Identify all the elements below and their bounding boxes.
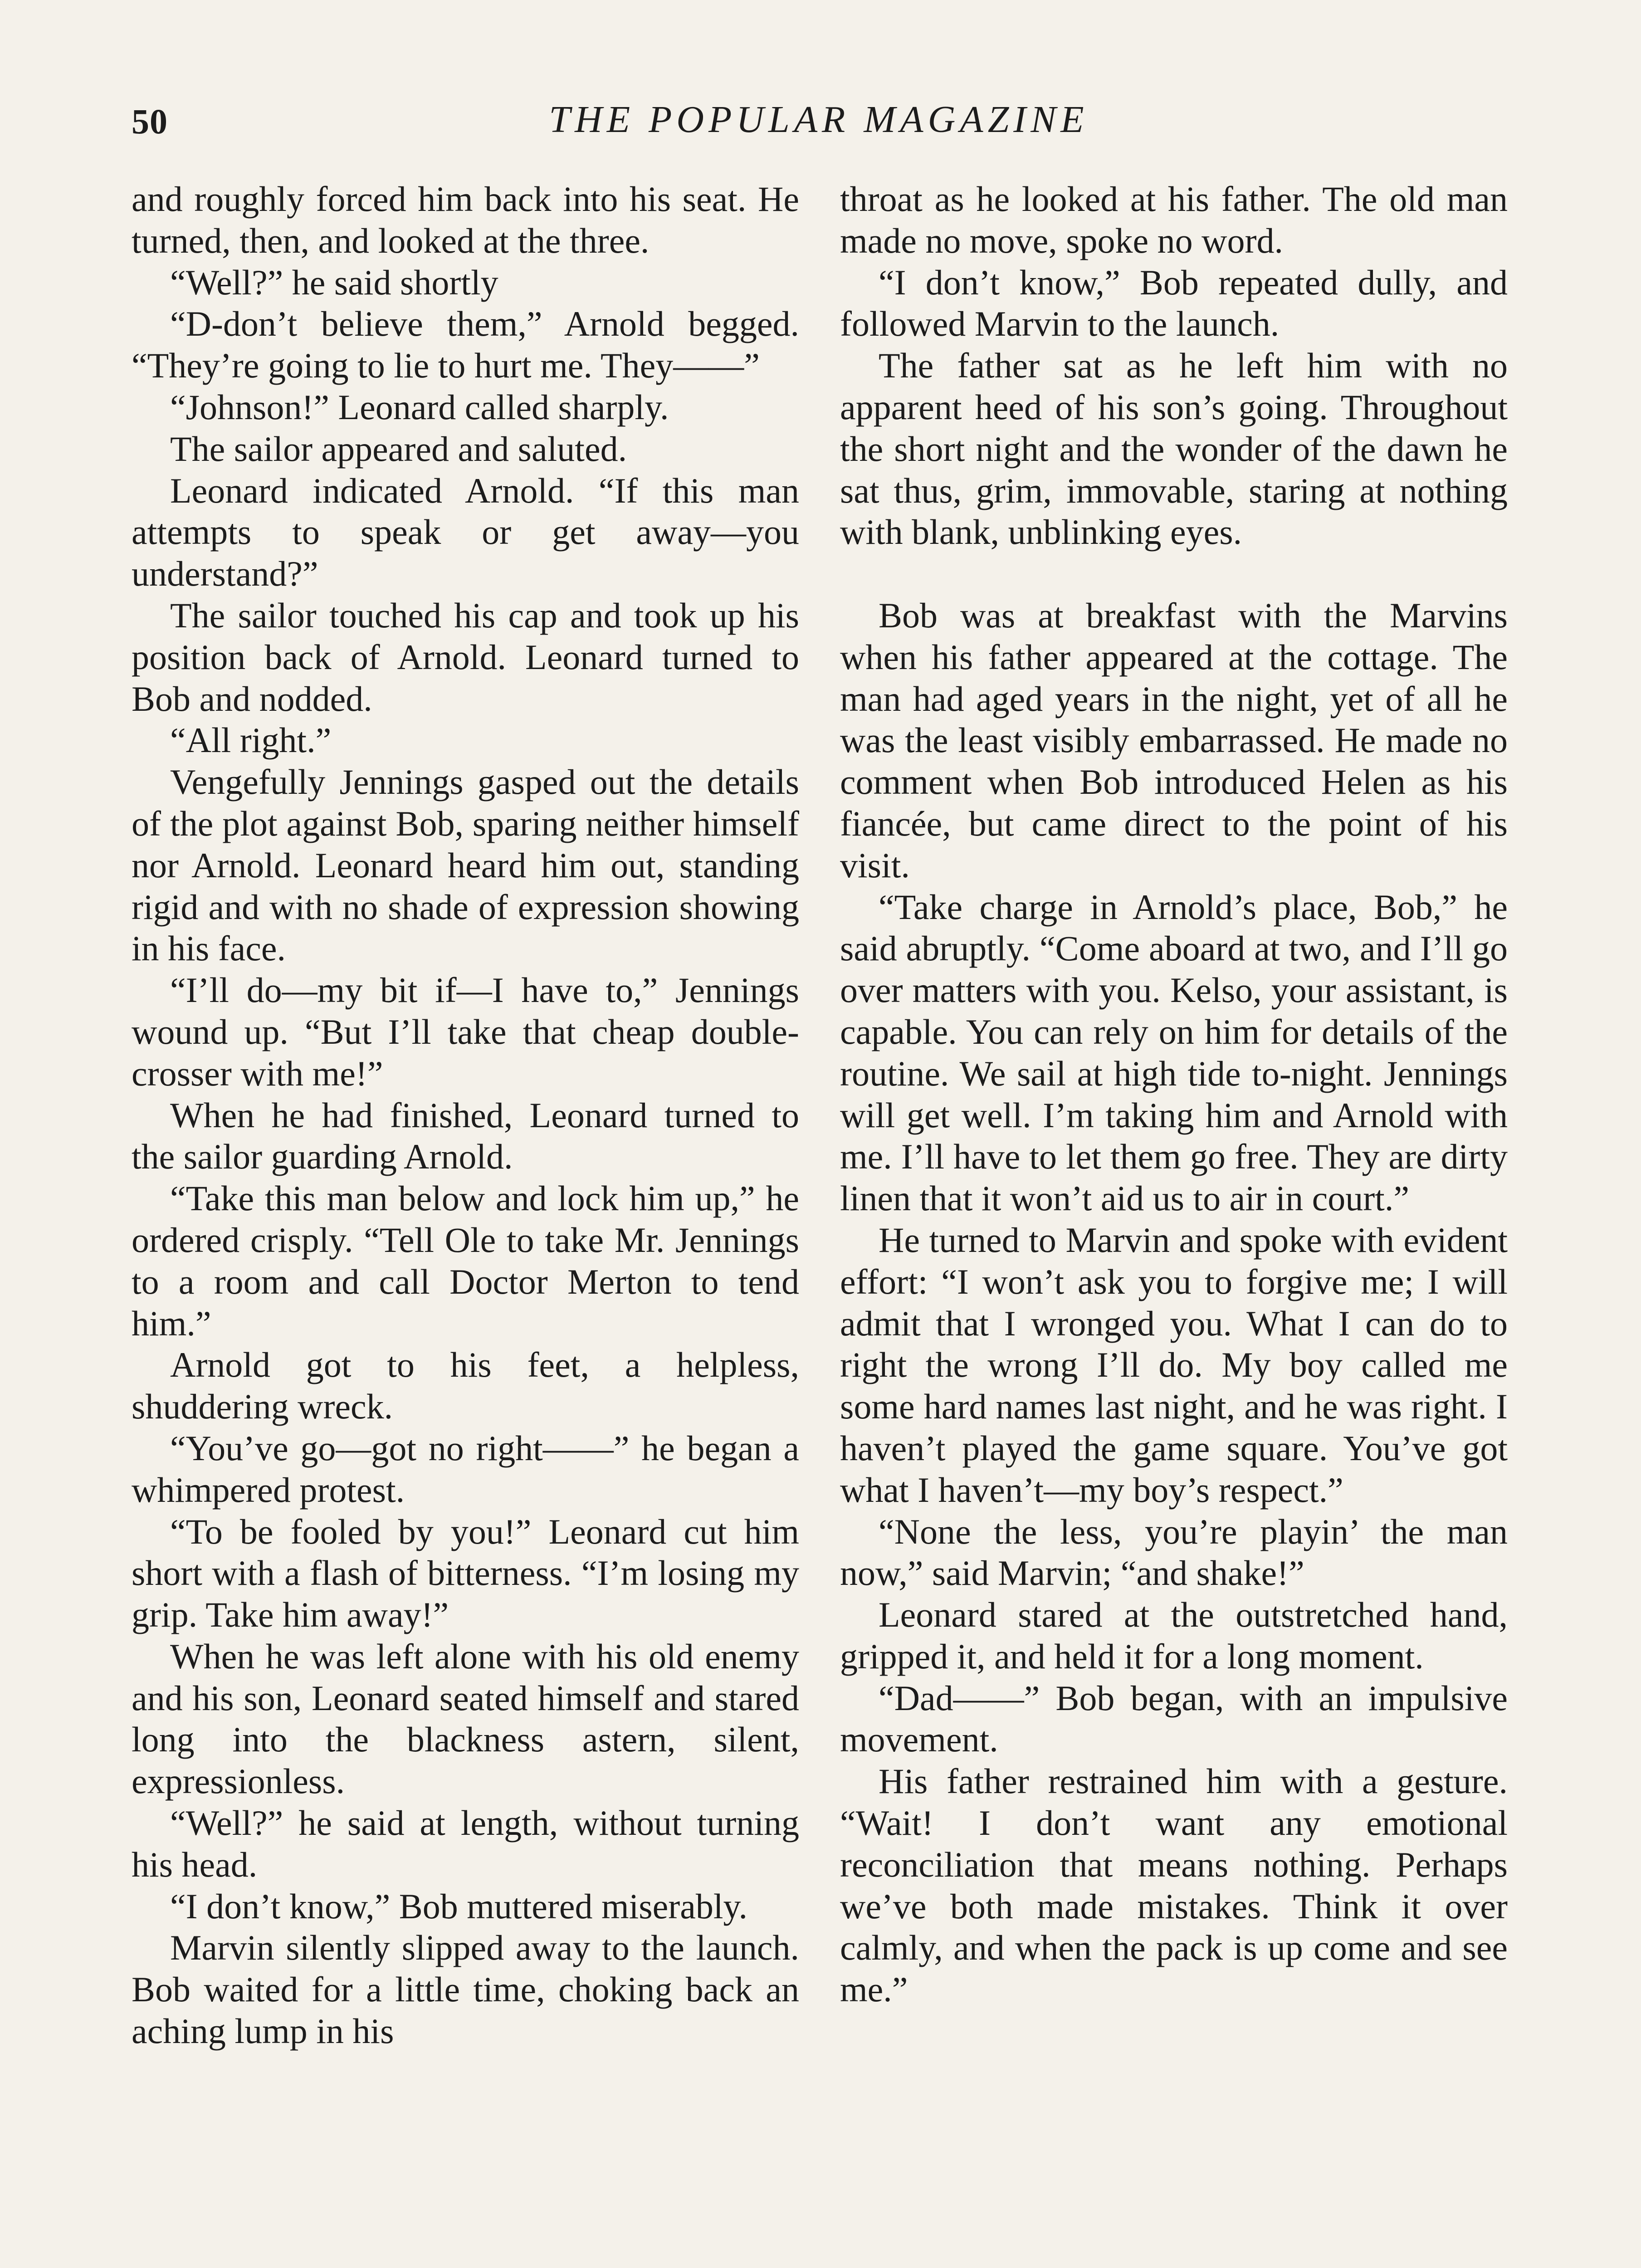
paragraph: Leonard stared at the outstretched hand, gripped it, and held it for a long moment. xyxy=(840,1595,1508,1676)
paragraph: “None the less, you’re playin’ the man now,” said Marvin; “and shake!” xyxy=(840,1511,1508,1593)
paragraph: His father restrained him with a gesture. “Wait! I don’t want any emotional reconciliation that means nothing. Perhaps we’ve both made mistakes. Think it over calmly, and when the pack is up come and see me.” xyxy=(840,1761,1508,2009)
paragraph: and roughly forced him back into his seat. He turned, then, and looked at the three. xyxy=(132,179,799,260)
paragraph: “Johnson!” Leonard called sharply. xyxy=(170,387,669,427)
paragraph: “All right.” xyxy=(170,720,332,760)
paragraph: throat as he looked at his father. The old man made no move, spoke no word. xyxy=(840,179,1508,260)
paragraph: Leonard indicated Arnold. “If this man attempts to speak or get away—you understand?” xyxy=(132,470,799,594)
paragraph: “You’ve go—got no right——” he began a whimpered protest. xyxy=(132,1428,799,1510)
paragraph: He turned to Marvin and spoke with evident effort: “I won’t ask you to forgive me; I will admit that I wronged you. What I can do to right the wrong I’ll do. My boy called me some hard names last night, and he was right. I haven’t played the game square. You’ve got what I haven’t—my boy’s respect.” xyxy=(840,1220,1508,1510)
running-head: THE POPULAR MAGAZINE xyxy=(549,98,1089,141)
paragraph: “Take this man below and lock him up,” he ordered crisply. “Tell Ole to take Mr. Jennings to a room and call Doctor Merton to tend him.” xyxy=(132,1178,799,1343)
paragraph: The sailor touched his cap and took up his position back of Arnold. Leonard turned to Bob and nodded. xyxy=(132,595,799,719)
paragraph: “Take charge in Arnold’s place, Bob,” he said abruptly. “Come aboard at two, and I’ll go over matters with you. Kelso, your assistant, is capable. You can rely on him for details of the routine. We sail at high tide to-night. Jennings will get well. I’m taking him and Arnold with me. I’ll have to let them go free. They are dirty linen that it won’t aid us to air in court.” xyxy=(840,887,1508,1218)
page-number: 50 xyxy=(132,102,168,141)
paragraph: “Dad——” Bob began, with an impulsive movement. xyxy=(840,1678,1508,1760)
right-column xyxy=(840,178,1508,2010)
paragraph: Bob was at breakfast with the Marvins when his father appeared at the cottage. The man had aged years in the night, yet of all he was the least visibly embarrassed. He made no comment when Bob introduced Helen as his fiancée, but came direct to the point of his visit. xyxy=(840,595,1508,885)
paragraph: “I don’t know,” Bob muttered miserably. xyxy=(170,1886,747,1926)
paragraph: Vengefully Jennings gasped out the details of the plot against Bob, sparing neither himself nor Arnold. Leonard heard him out, standing rigid and with no shade of expression showing in his face. xyxy=(132,762,799,968)
paragraph: “I’ll do—my bit if—I have to,” Jennings wound up. “But I’ll take that cheap double-crosser with me!” xyxy=(132,970,799,1093)
paragraph: Marvin silently slipped away to the launch. Bob waited for a little time, choking back an aching lump in his xyxy=(132,1928,799,2051)
paragraph: When he was left alone with his old enemy and his son, Leonard seated himself and stared long into the blackness astern, silent, expressionless. xyxy=(132,1636,799,1801)
paragraph: “D-don’t believe them,” Arnold begged. “They’re going to lie to hurt me. They——” xyxy=(132,304,799,386)
page-header xyxy=(132,98,1506,147)
paragraph: Arnold got to his feet, a helpless, shuddering wreck. xyxy=(132,1345,799,1427)
left-column xyxy=(132,178,799,2052)
paragraph: The father sat as he left him with no apparent heed of his son’s going. Throughout the short night and the wonder of the dawn he sat thus, grim, immovable, staring at nothing with blank, unblinking eyes. xyxy=(840,346,1508,552)
paragraph: When he had finished, Leonard turned to the sailor guarding Arnold. xyxy=(132,1095,799,1177)
paragraph: “Well?” he said shortly xyxy=(170,262,498,302)
paragraph: “To be fooled by you!” Leonard cut him short with a flash of bitterness. “I’m losing my grip. Take him away!” xyxy=(132,1511,799,1635)
paragraph: The sailor appeared and saluted. xyxy=(170,429,627,469)
paragraph: “Well?” he said at length, without turning his head. xyxy=(132,1803,799,1884)
paragraph: “I don’t know,” Bob repeated dully, and followed Marvin to the launch. xyxy=(840,262,1508,344)
